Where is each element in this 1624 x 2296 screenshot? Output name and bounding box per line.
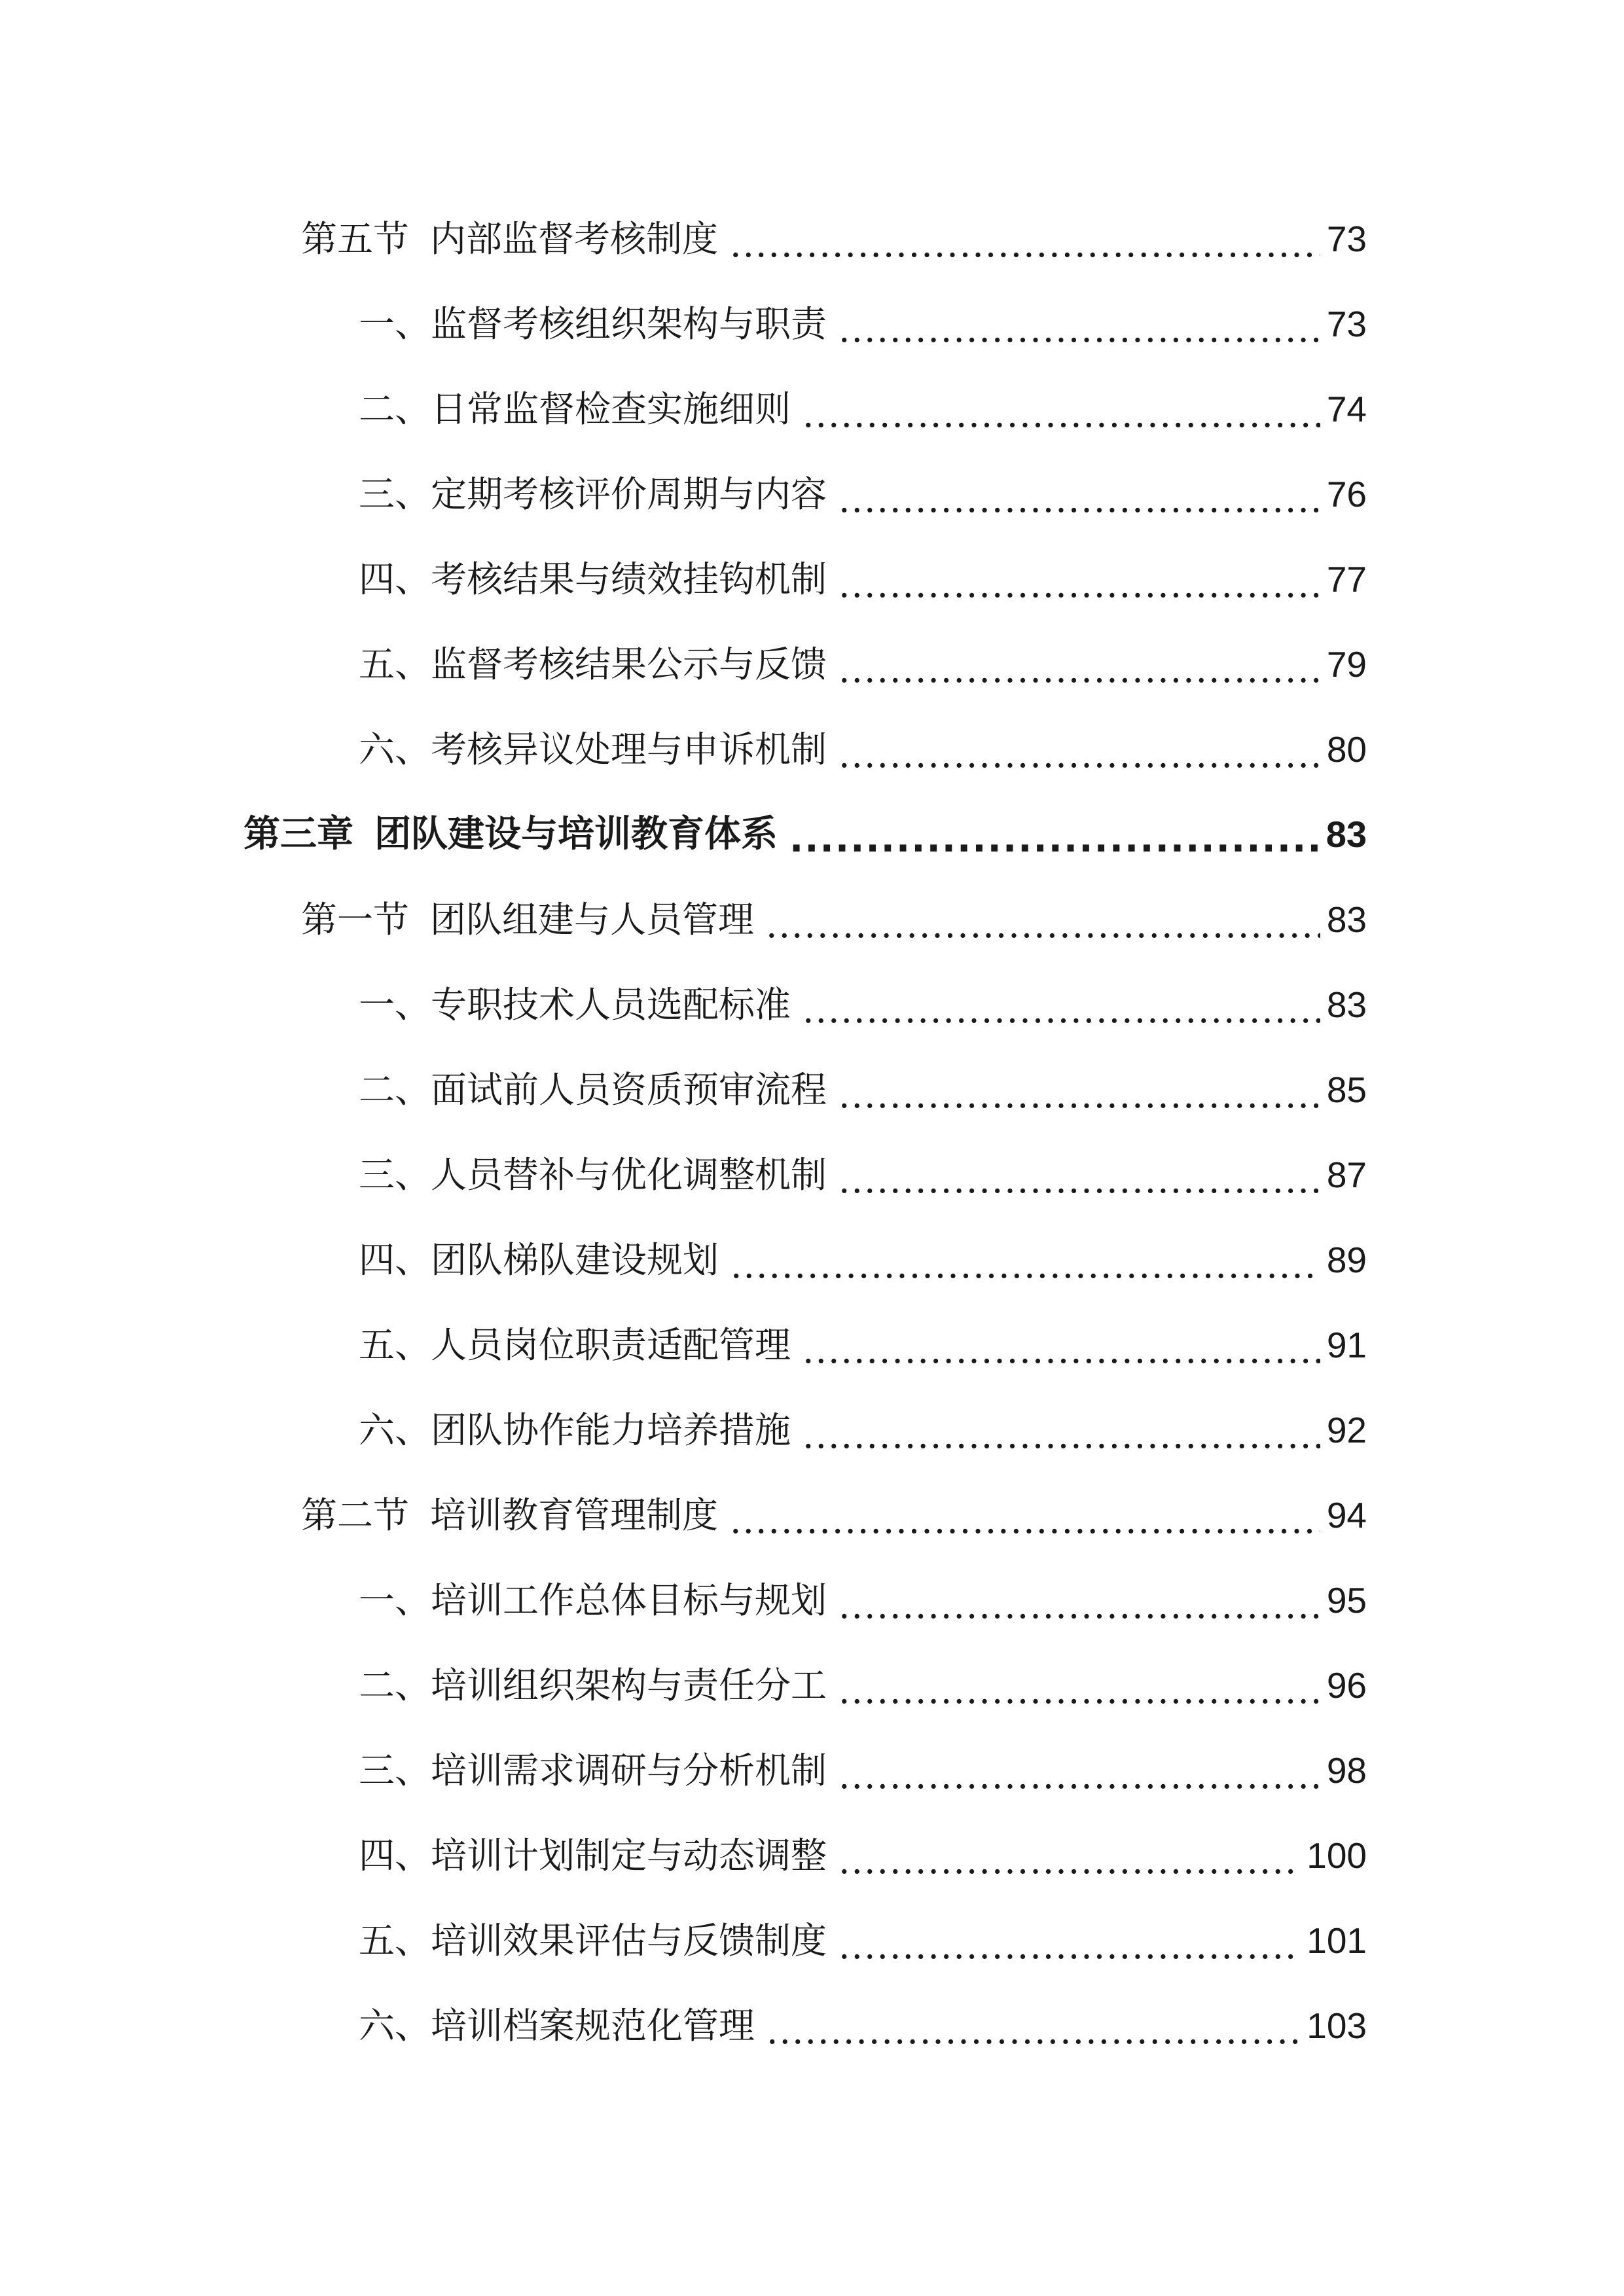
toc-entry-number: 第五节	[301, 217, 410, 260]
toc-entry-item[interactable]	[0, 1728, 1624, 1813]
toc-entry-title: 培训需求调研与分析机制	[431, 1749, 827, 1791]
toc-entry-item[interactable]	[0, 1813, 1624, 1898]
toc-entry-item[interactable]	[0, 1302, 1624, 1388]
toc-entry-item[interactable]	[0, 452, 1624, 537]
toc-entry-number: 五、	[359, 1323, 431, 1366]
toc-entry-title: 培训教育管理制度	[430, 1494, 719, 1536]
toc-entry-number: 三、	[359, 1749, 431, 1791]
toc-entry-title: 培训效果评估与反馈制度	[431, 1919, 827, 1962]
toc-leader-dots	[839, 312, 1320, 348]
toc-entry-item[interactable]	[0, 1558, 1624, 1643]
toc-entry-item[interactable]	[0, 281, 1624, 367]
toc-entry-item[interactable]	[0, 537, 1624, 622]
toc-entry-item[interactable]	[0, 1643, 1624, 1728]
toc-entry-page: 77	[1326, 558, 1367, 600]
toc-leader-dots	[803, 397, 1320, 433]
toc-leader-dots	[731, 1247, 1320, 1283]
toc-entry-page: 100	[1307, 1835, 1367, 1876]
toc-entry-title: 团队组建与人员管理	[430, 898, 755, 941]
toc-entry-title: 培训计划制定与动态调整	[431, 1834, 827, 1876]
toc-entry-item[interactable]	[0, 1898, 1624, 1983]
toc-entry-section[interactable]	[0, 196, 1624, 281]
toc-entry-number: 第一节	[301, 898, 410, 941]
toc-leader-dots	[803, 1333, 1320, 1369]
toc-entry-number: 一、	[359, 302, 431, 345]
toc-entry-page: 80	[1326, 728, 1367, 770]
toc-leader-dots	[730, 1503, 1320, 1539]
toc-entry-item[interactable]	[0, 1983, 1624, 2068]
toc-entry-title: 专职技术人员选配标准	[431, 983, 791, 1026]
toc-entry-page: 83	[1326, 814, 1367, 855]
toc-entry-item[interactable]	[0, 962, 1624, 1047]
toc-entry-page: 73	[1326, 218, 1367, 259]
toc-entry-item[interactable]	[0, 1047, 1624, 1132]
toc-entry-number: 六、	[359, 1408, 431, 1451]
toc-entry-number: 第二节	[301, 1494, 410, 1536]
toc-entry-title: 面试前人员资质预审流程	[431, 1068, 827, 1111]
toc-entry-section[interactable]	[0, 877, 1624, 962]
toc-entry-page: 83	[1326, 984, 1367, 1025]
toc-entry-page: 98	[1326, 1749, 1367, 1791]
toc-entry-chapter[interactable]	[0, 792, 1624, 877]
toc-entry-number: 五、	[359, 1919, 431, 1962]
toc-entry-item[interactable]	[0, 1217, 1624, 1302]
toc-leader-dots	[803, 1418, 1320, 1454]
toc-entry-number: 一、	[359, 983, 431, 1026]
toc-entry-title: 日常监督检查实施细则	[431, 387, 791, 430]
toc-entry-page: 96	[1326, 1664, 1367, 1706]
toc-leader-dots	[767, 2013, 1300, 2049]
toc-entry-page: 76	[1326, 473, 1367, 514]
toc-entry-section[interactable]	[0, 1473, 1624, 1558]
toc-entry-number: 六、	[359, 728, 431, 770]
toc-entry-number: 四、	[359, 1238, 431, 1281]
toc-entry-title: 人员替补与优化调整机制	[431, 1153, 827, 1196]
toc-entry-title: 定期考核评价周期与内容	[431, 473, 827, 515]
toc-leader-dots	[730, 226, 1320, 262]
toc-entry-number: 四、	[359, 1834, 431, 1876]
toc-entry-page: 91	[1326, 1324, 1367, 1365]
toc-entry-page: 79	[1326, 643, 1367, 685]
toc-entry-page: 101	[1307, 1920, 1367, 1961]
toc-leader-dots	[839, 1673, 1320, 1709]
toc-entry-title: 考核结果与绩效挂钩机制	[431, 558, 827, 600]
toc-entry-page: 73	[1326, 303, 1367, 344]
toc-entry-item[interactable]	[0, 707, 1624, 792]
toc-entry-number: 二、	[359, 387, 431, 430]
toc-leader-dots	[839, 567, 1320, 603]
toc-entry-title: 培训组织架构与责任分工	[431, 1664, 827, 1706]
toc-leader-dots	[839, 482, 1320, 518]
toc-entry-page: 85	[1326, 1069, 1367, 1110]
toc-entry-title: 团队梯队建设规划	[431, 1238, 719, 1281]
toc-entry-number: 二、	[359, 1664, 431, 1706]
toc-entry-title: 监督考核结果公示与反馈	[431, 643, 827, 685]
toc-entry-item[interactable]	[0, 1388, 1624, 1473]
toc-leader-dots	[839, 1077, 1320, 1113]
toc-entry-title: 团队建设与培训教育体系	[374, 813, 778, 855]
toc-entry-page: 89	[1326, 1239, 1367, 1280]
toc-entry-number: 三、	[359, 1153, 431, 1196]
toc-entry-title: 内部监督考核制度	[430, 217, 719, 260]
toc-entry-number: 第三章	[244, 813, 353, 855]
toc-entry-title: 考核异议处理与申诉机制	[431, 728, 827, 770]
toc-entry-page: 83	[1326, 899, 1367, 940]
toc-entry-number: 一、	[359, 1579, 431, 1621]
toc-leader-dots	[766, 907, 1320, 943]
toc-leader-dots	[789, 821, 1320, 858]
toc-entry-number: 五、	[359, 643, 431, 685]
toc-leader-dots	[839, 652, 1320, 688]
toc-entry-number: 二、	[359, 1068, 431, 1111]
toc-leader-dots	[839, 737, 1320, 773]
toc-entry-page: 103	[1307, 2005, 1367, 2046]
toc-entry-page: 92	[1326, 1409, 1367, 1450]
toc-entry-number: 三、	[359, 473, 431, 515]
table-of-contents	[0, 196, 1624, 2068]
toc-leader-dots	[839, 1162, 1320, 1198]
toc-entry-title: 培训工作总体目标与规划	[431, 1579, 827, 1621]
toc-leader-dots	[839, 1588, 1320, 1624]
toc-entry-title: 人员岗位职责适配管理	[431, 1323, 791, 1366]
toc-entry-page: 95	[1326, 1579, 1367, 1621]
toc-leader-dots	[839, 1843, 1300, 1879]
toc-entry-item[interactable]	[0, 1132, 1624, 1217]
toc-entry-page: 94	[1326, 1494, 1367, 1535]
toc-leader-dots	[839, 1928, 1300, 1964]
toc-entry-page: 74	[1326, 388, 1367, 429]
toc-leader-dots	[839, 1758, 1320, 1794]
toc-entry-number: 四、	[359, 558, 431, 600]
toc-entry-title: 培训档案规范化管理	[431, 2004, 755, 2047]
toc-leader-dots	[803, 992, 1320, 1028]
toc-entry-page: 87	[1326, 1154, 1367, 1195]
toc-entry-item[interactable]	[0, 622, 1624, 707]
toc-entry-title: 监督考核组织架构与职责	[431, 302, 827, 345]
toc-entry-item[interactable]	[0, 367, 1624, 452]
toc-entry-title: 团队协作能力培养措施	[431, 1408, 791, 1451]
toc-entry-number: 六、	[359, 2004, 431, 2047]
